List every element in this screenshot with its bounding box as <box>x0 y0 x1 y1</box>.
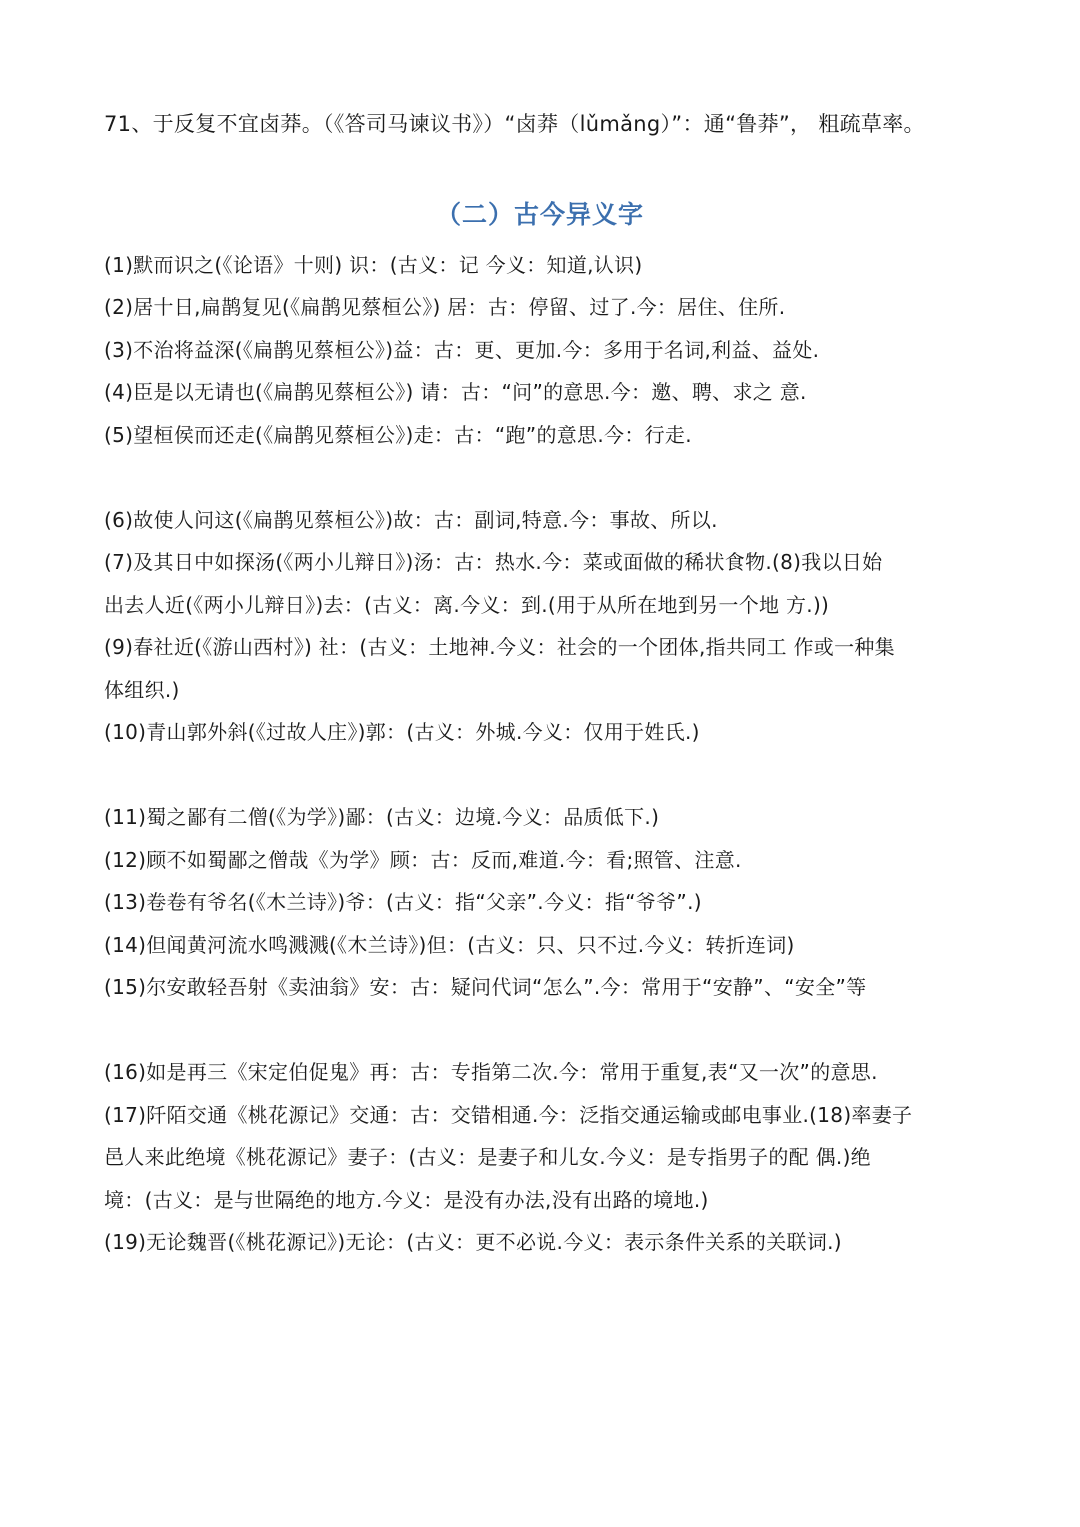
entry-3: (3)不治将益深(《扁鹊见蔡桓公》)益：古：更、更加.今：多用于名词,利益、益处. <box>104 338 820 362</box>
entry-18-cont: 邑人来此绝境《桃花源记》妻子：(古义：是妻子和儿女.今义：是专指男子的配 偶.)绝 <box>104 1145 871 1169</box>
entry-13: (13)卷卷有爷名(《木兰诗》)爷：(古义：指“父亲”.今义：指“爷爷”.) <box>104 890 702 914</box>
entry-16: (16)如是再三《宋定伯促鬼》再：古：专指第二次.今：常用于重复,表“又一次”的意思. <box>104 1060 878 1084</box>
entry-17-18: (17)阡陌交通《桃花源记》交通：古：交错相通.今：泛指交通运输或邮电事业.(18)率妻子 <box>104 1103 913 1127</box>
entry-8-cont: 出去人近(《两小儿辩日》)去：(古义：离.今义：到.(用于从所在地到另一个地 方.)) <box>104 593 830 617</box>
entry-11: (11)蜀之鄙有二僧(《为学》)鄙：(古义：边境.今义：品质低下.) <box>104 805 660 829</box>
entry-9: (9)春社近(《游山西村》) 社：(古义：土地神.今义：社会的一个团体,指共同工 作或一种集 <box>104 635 895 659</box>
entry-7-8: (7)及其日中如探汤(《两小儿辩日》)汤：古：热水.今：菜或面做的稀状食物.(8)我以日始 <box>104 550 883 574</box>
entry-14: (14)但闻黄河流水鸣溅溅(《木兰诗》)但：(古义：只、只不过.今义：转折连词) <box>104 933 795 957</box>
section-heading: （二）古今异义字 <box>435 200 644 229</box>
entry-18-cont-2: 境：(古义：是与世隔绝的地方.今义：是没有办法,没有出路的境地.) <box>104 1188 709 1212</box>
entry-2: (2)居十日,扁鹊复见(《扁鹊见蔡桓公》) 居：古：停留、过了.今：居住、住所. <box>104 295 786 319</box>
entry-15: (15)尔安敢轻吾射《卖油翁》安：古：疑问代词“怎么”.今：常用于“安静”、“安全”等 <box>104 975 867 999</box>
entry-5: (5)望桓侯而还走(《扁鹊见蔡桓公》)走：古：“跑”的意思.今：行走. <box>104 423 692 447</box>
entry-12: (12)顾不如蜀鄙之僧哉《为学》顾：古：反而,难道.今：看;照管、注意. <box>104 848 742 872</box>
entry-19: (19)无论魏晋(《桃花源记》)无论：(古义：更不必说.今义：表示条件关系的关联词.) <box>104 1230 842 1254</box>
entry-6: (6)故使人问这(《扁鹊见蔡桓公》)故：古：副词,特意.今：事故、所以. <box>104 508 718 532</box>
entry-1: (1)默而识之(《论语》十则) 识：(古义：记 今义：知道,认识) <box>104 253 643 277</box>
entry-10: (10)青山郭外斜(《过故人庄》)郭：(古义：外城.今义：仅用于姓氏.) <box>104 720 700 744</box>
entry-4: (4)臣是以无请也(《扁鹊见蔡桓公》) 请：古：“问”的意思.今：邀、聘、求之 意. <box>104 380 807 404</box>
entry-71: 71、于反复不宜卤莽。（《答司马谏议书》）“卤莽（lǔmǎng）”：通“鲁莽”， 粗疏草率。 <box>104 112 925 136</box>
entry-9-cont: 体组织.) <box>104 678 180 702</box>
